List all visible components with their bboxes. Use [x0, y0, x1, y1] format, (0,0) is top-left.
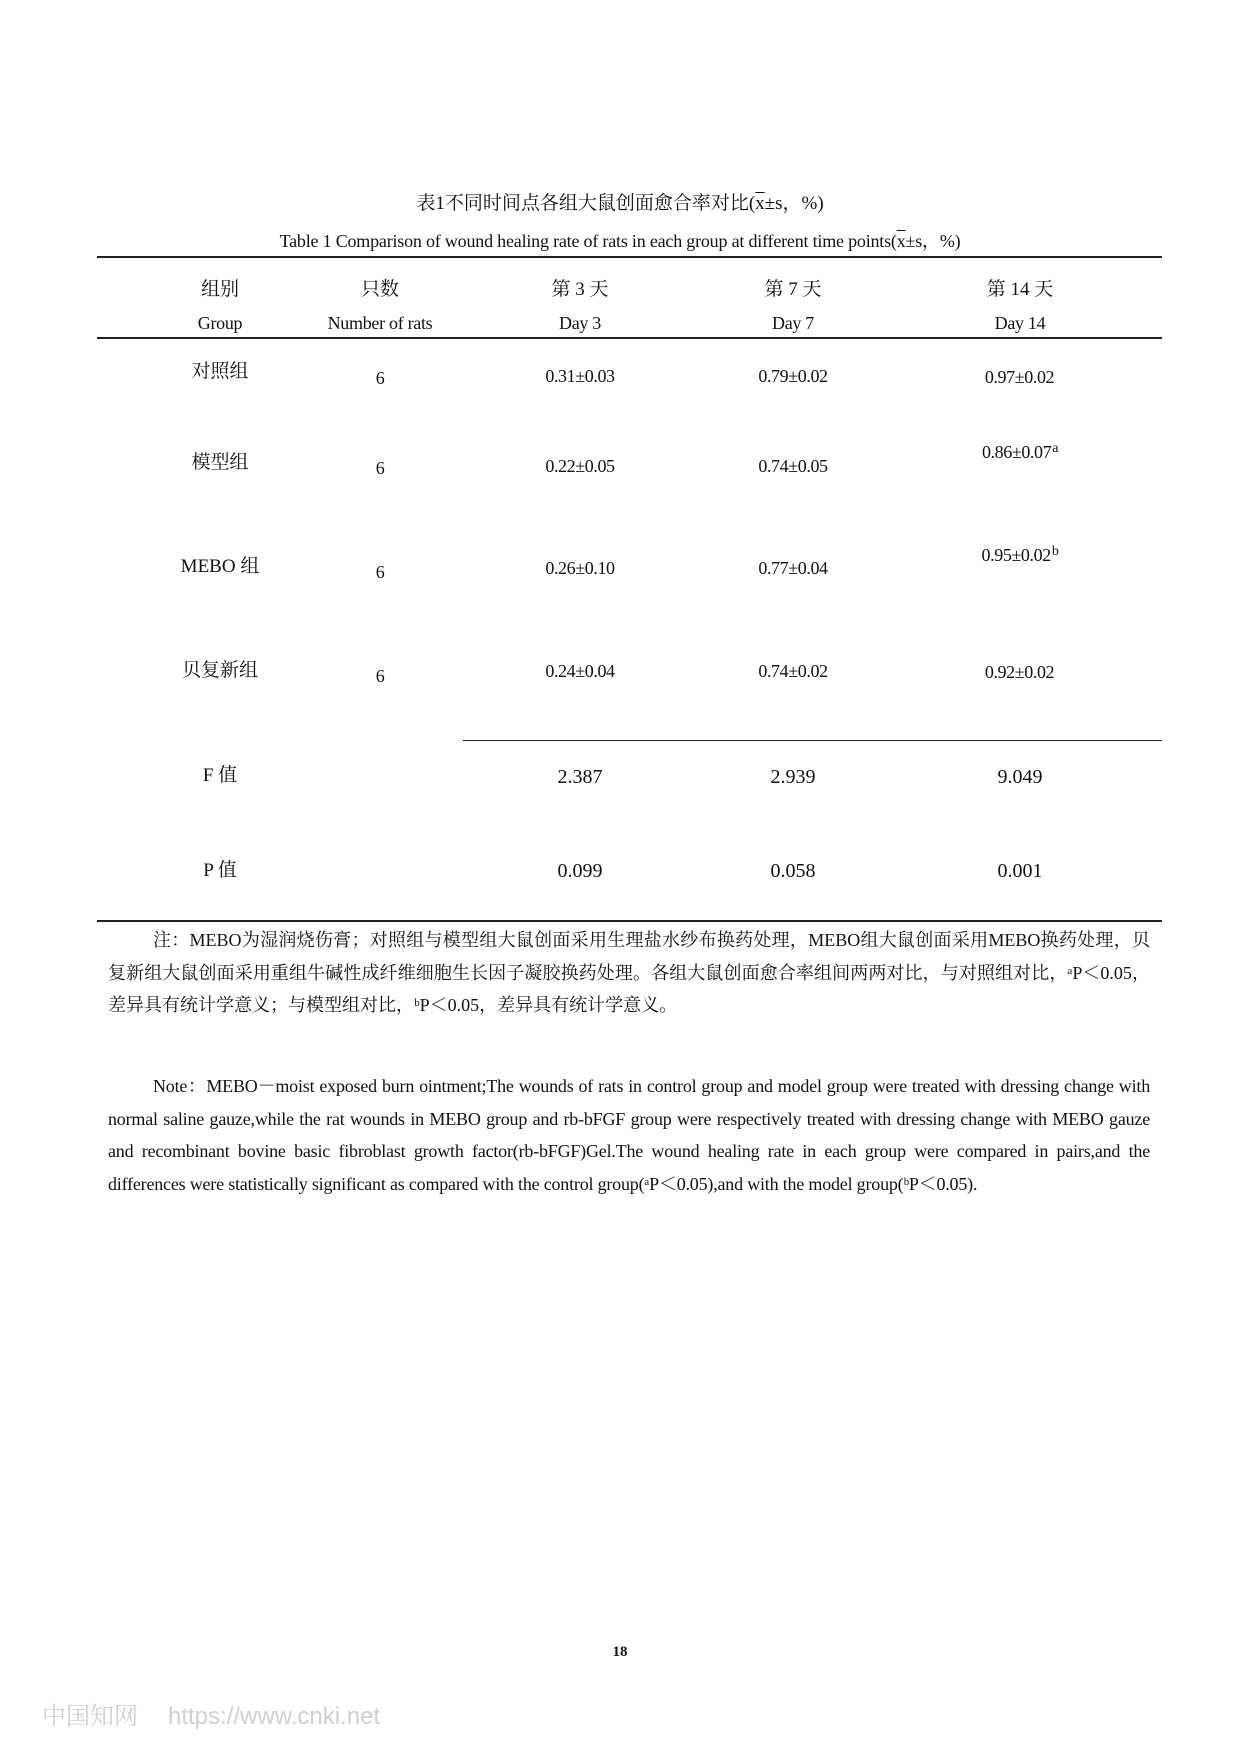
f-value-label: F 值 [202, 765, 238, 786]
header-group-en: Group [197, 313, 243, 333]
header-count-en: Number of rats [327, 313, 433, 333]
header-day7-en: Day 7 [772, 313, 814, 333]
caption-cn-mean-symbol: $\overline{x}$ [755, 193, 765, 214]
table-top-rule [97, 256, 1162, 258]
row-day14 [940, 441, 1100, 463]
table-note-cn: 注：MEBO为湿润烧伤膏；对照组与模型组大鼠创面采用生理盐水纱布换药处理，MEBO组大鼠创面采用MEBO换药处理，贝复新组大鼠创面采用重组牛碱性成纤维细胞生长因子凝胶换药处理。各组大鼠创面愈合率组间两两对比，与对照组对比，ᵃP＜0.05，差异具有统计学意义；与模型组对比，ᵇP＜0.05，差异具有统计学意义。 [108, 930, 1150, 1015]
table-bottom-rule [97, 920, 1162, 922]
row-count: 6 [375, 562, 385, 582]
p-value-day14: 0.001 [997, 860, 1043, 882]
row-day7: 0.77±0.04 [758, 558, 828, 578]
row-day7: 0.74±0.02 [758, 661, 828, 681]
row-count: 6 [375, 458, 385, 478]
table-caption-cn [0, 188, 1240, 215]
row-day14-value: 0.86±0.07 [981, 442, 1052, 462]
row-day14 [940, 366, 1100, 388]
row-group: 贝复新组 [181, 660, 258, 681]
row-group: 模型组 [191, 452, 249, 473]
row-count: 6 [375, 368, 385, 388]
f-value-day3: 2.387 [557, 766, 603, 788]
watermark-url: https://www.cnki.net [168, 1703, 381, 1730]
table-header-rule [97, 337, 1162, 339]
row-group: 对照组 [191, 361, 249, 382]
header-day14-cn: 第 14 天 [986, 279, 1054, 300]
row-day3: 0.22±0.05 [545, 456, 615, 476]
caption-en-mean-symbol: $\overline{x}$ [896, 231, 906, 251]
header-day3-en: Day 3 [559, 313, 601, 333]
row-day14-value: 0.97±0.02 [984, 367, 1055, 387]
table-stats-rule [463, 740, 1162, 741]
p-value-day3: 0.099 [557, 860, 603, 882]
f-value-day7: 2.939 [770, 766, 816, 788]
header-day14-en: Day 14 [994, 313, 1046, 333]
row-day7: 0.74±0.05 [758, 456, 828, 476]
header-group-cn: 组别 [200, 279, 239, 300]
watermark-brand: 中国知网 [42, 1703, 138, 1730]
row-day14-value: 0.95±0.02 [981, 545, 1051, 565]
header-day7-cn: 第 7 天 [764, 279, 822, 300]
row-group: MEBO 组 [180, 556, 260, 577]
caption-en-tail: ±s，%) [905, 231, 961, 251]
page-number: 18 [612, 1644, 628, 1660]
p-value-day7: 0.058 [770, 860, 816, 882]
p-value-label: P 值 [203, 860, 237, 881]
row-day14 [940, 544, 1100, 566]
row-day3: 0.31±0.03 [545, 366, 615, 386]
row-day3: 0.24±0.04 [545, 661, 615, 681]
row-day14 [940, 661, 1100, 683]
row-day7: 0.79±0.02 [758, 366, 828, 386]
caption-cn-main: 表1不同时间点各组大鼠创面愈合率对比( [416, 193, 756, 214]
table-note-en: Note：MEBO－moist exposed burn ointment;The wounds of rats in control group and model group were treated with dressing change with normal saline gauze,while the rat wounds in MEBO group and rb-bFGF group were respectively treated with dressing change with MEBO gauze and recombinant bovine basic fibroblast growth factor(rb-bFGF)Gel.The wound healing rate in each group were compared in pairs,and the differences were statistically significant as compared with the control group(ᵃP＜0.05),and with the model group(ᵇP＜0.05). [108, 1076, 1150, 1194]
caption-en-main: Table 1 Comparison of wound healing rate of rats in each group at different time points( [279, 231, 897, 251]
row-day3: 0.26±0.10 [545, 558, 615, 578]
watermark [42, 1696, 380, 1731]
row-day14-value: 0.92±0.02 [984, 662, 1055, 682]
significance-mark: b [1051, 544, 1059, 559]
significance-mark: a [1052, 441, 1059, 456]
header-count-cn: 只数 [360, 279, 399, 300]
table-caption-en [0, 227, 1240, 253]
f-value-day14: 9.049 [997, 766, 1043, 788]
header-day3-cn: 第 3 天 [551, 279, 609, 300]
caption-cn-tail: ±s，%) [764, 193, 824, 214]
row-count: 6 [375, 666, 385, 686]
